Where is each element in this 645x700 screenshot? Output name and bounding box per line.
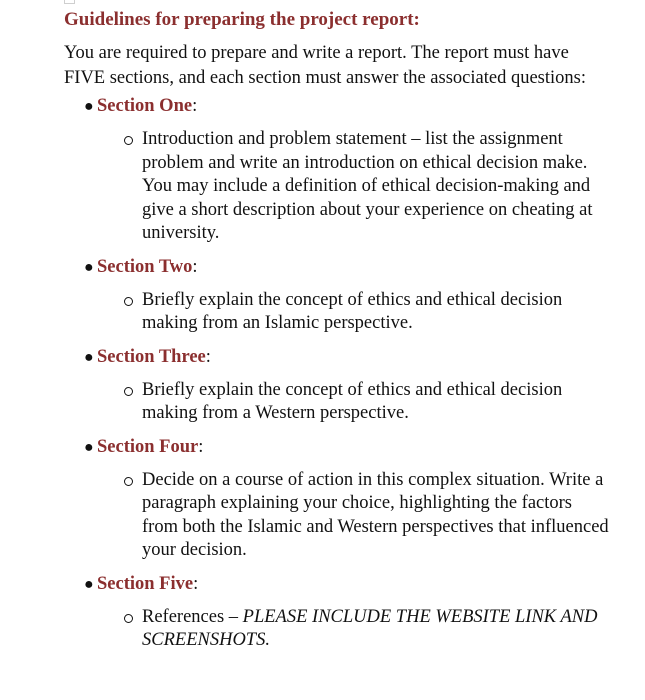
- bullet-icon: ●: [84, 438, 94, 456]
- section-item-text-plain: References –: [142, 606, 243, 627]
- section-item: [64, 289, 612, 336]
- section-title: ● Section Three:: [64, 345, 624, 370]
- section-five: [64, 572, 624, 653]
- section-name: Section Four: [97, 436, 199, 457]
- top-edge-box: [64, 0, 75, 4]
- section-name: Section Five: [97, 573, 194, 594]
- circle-bullet-icon: [124, 297, 133, 306]
- section-three: [64, 345, 624, 426]
- document-page: [64, 8, 624, 662]
- section-title: ● Section Four:: [64, 435, 624, 460]
- section-four: [64, 435, 624, 563]
- bullet-icon: ●: [84, 348, 94, 366]
- circle-bullet-icon: [124, 387, 133, 396]
- circle-bullet-icon: [124, 477, 133, 486]
- section-list: [64, 94, 624, 653]
- section-two: [64, 255, 624, 336]
- circle-bullet-icon: [124, 136, 133, 145]
- section-one: [64, 94, 624, 246]
- page-title: Guidelines for preparing the project report:: [64, 9, 420, 30]
- section-name: Section Three: [97, 346, 206, 367]
- section-item: [64, 469, 612, 563]
- section-item-text: Briefly explain the concept of ethics and ethical decision making from an Islamic perspective.: [142, 289, 563, 333]
- section-title: ● Section Two:: [64, 255, 624, 280]
- section-item: [64, 128, 612, 246]
- bullet-icon: ●: [84, 98, 94, 115]
- section-title: ● Section Five:: [64, 572, 624, 597]
- bullet-icon: ●: [84, 575, 94, 593]
- circle-bullet-icon: [124, 614, 133, 623]
- section-item-text: Introduction and problem statement – list the assignment problem and write an introduction on ethical decision make. You may include a definition of ethical decision-making and give a short description about your experience on cheating at university.: [142, 129, 593, 243]
- bullet-icon: ●: [84, 258, 94, 276]
- intro-paragraph: You are required to prepare and write a report. The report must have FIVE sections, and each section must answer the associated questions:: [64, 43, 586, 88]
- section-title: ● Section One:: [64, 94, 624, 119]
- section-name: Section One: [97, 96, 193, 116]
- section-item-text: Decide on a course of action in this complex situation. Write a paragraph explaining your choice, highlighting the factors from both the Islamic and Western perspectives that influenced your decision.: [142, 469, 609, 560]
- section-item: [64, 379, 612, 426]
- section-item-text: Briefly explain the concept of ethics and ethical decision making from a Western perspective.: [142, 379, 563, 423]
- section-item: [64, 606, 612, 653]
- section-item-text-italic: PLEASE INCLUDE THE WEBSITE LINK AND SCREENSHOTS.: [142, 606, 598, 650]
- section-name: Section Two: [97, 256, 193, 277]
